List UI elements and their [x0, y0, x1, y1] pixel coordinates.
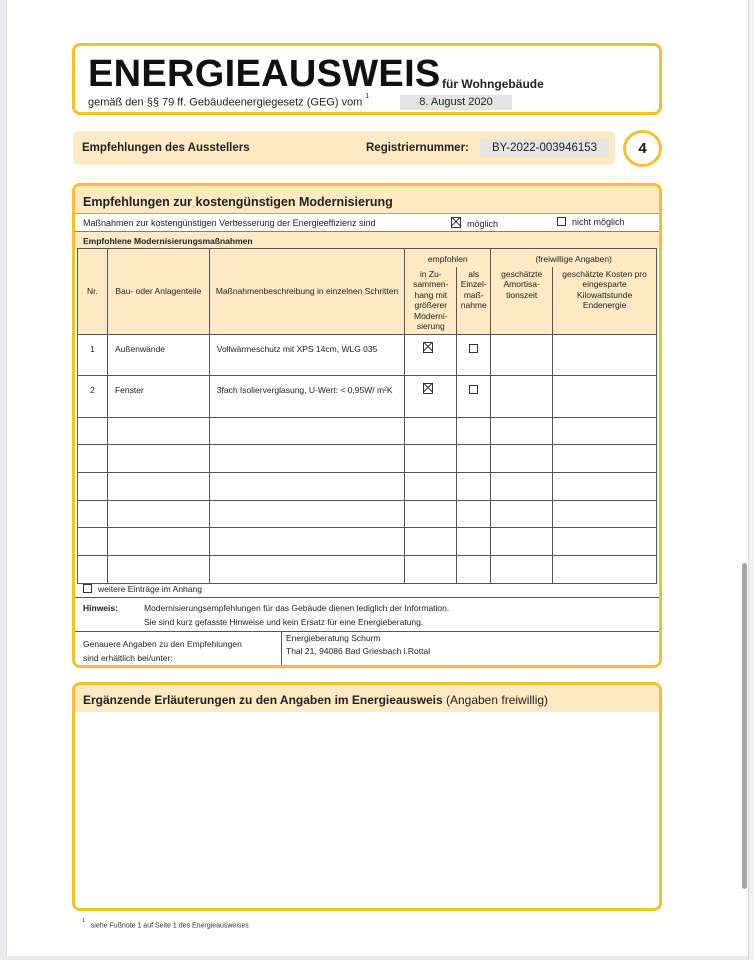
law-text: gemäß den §§ 79 ff. Gebäudeenergiegesetz (GEG) vom: [88, 96, 363, 109]
empty-cell: [107, 528, 209, 556]
empty-cell: [553, 445, 657, 473]
cell-single[interactable]: [457, 376, 491, 418]
empty-cell: [553, 528, 657, 556]
hint-line-2: Sie sind kurz gefasste Hinweise und kein Ersatz für eine Energieberatung.: [144, 617, 424, 627]
section-label: Empfehlungen des Ausstellers: [82, 142, 250, 154]
more-entries-option[interactable]: [83, 584, 202, 594]
empty-cell: [78, 528, 108, 556]
empty-cell: [553, 472, 657, 500]
table-row: [78, 334, 657, 376]
section-bar: [73, 131, 615, 165]
checkbox-unchecked-icon[interactable]: [469, 344, 478, 353]
registration-label: Registriernummer:: [366, 142, 469, 154]
cell-part: Fenster: [107, 376, 209, 418]
empty-cell: [78, 417, 108, 445]
scrollbar-track[interactable]: [748, 0, 754, 960]
cell-in-context[interactable]: [405, 376, 457, 418]
cell-nr: 1: [78, 334, 108, 376]
divider: [281, 632, 282, 668]
col-header-part: Bau- oder Anlagenteile: [107, 249, 209, 335]
footnote-text: siehe Fußnote 1 auf Seite 1 des Energieausweises: [90, 922, 249, 930]
document-subtitle: für Wohngebäude: [442, 77, 544, 91]
modernisation-section: [72, 183, 662, 668]
empty-cell: [553, 500, 657, 528]
checkbox-unchecked-icon[interactable]: [557, 217, 566, 226]
empty-cell: [209, 555, 405, 583]
empty-cell: [107, 445, 209, 473]
empty-cell: [107, 417, 209, 445]
empty-cell: [457, 500, 491, 528]
notes-heading-bar: [75, 685, 659, 712]
footnote-mark: 1: [365, 93, 370, 100]
empty-cell: [405, 528, 457, 556]
measures-table: [77, 248, 657, 584]
empty-cell: [491, 555, 553, 583]
cell-description: 3fach Isolierverglasung, U-Wert: < 0,95W/ m²K: [209, 376, 405, 418]
table-row-empty: [78, 500, 657, 528]
registration-number-field: BY-2022-003946153: [480, 139, 609, 157]
table-row-empty: [78, 528, 657, 556]
info-label-line-1: Genauere Angaben zu den Empfehlungen: [83, 639, 242, 649]
cell-description: Vollwärmeschutz mit XPS 14cm, WLG 035: [209, 334, 405, 376]
empty-cell: [209, 472, 405, 500]
certificate-header: [72, 43, 662, 115]
col-header-in-context: in Zu-sammen-hang mit größerer Moderni-sierung: [405, 267, 457, 335]
cell-nr: 2: [78, 376, 108, 418]
option-not-possible[interactable]: [557, 217, 625, 227]
cell-cost: [553, 376, 657, 418]
option-possible[interactable]: [451, 217, 498, 229]
table-row: [78, 376, 657, 418]
more-entries-label: weitere Einträge im Anhang: [98, 584, 202, 594]
checkbox-checked-icon[interactable]: [451, 217, 461, 228]
empty-cell: [553, 555, 657, 583]
empty-cell: [405, 500, 457, 528]
empty-cell: [78, 472, 108, 500]
empty-cell: [78, 555, 108, 583]
law-date-field: 8. August 2020: [400, 95, 512, 110]
table-row-empty: [78, 472, 657, 500]
col-header-cost: geschätzte Kosten pro eingesparte Kilowattstunde Endenergie: [553, 267, 657, 335]
table-header-row: [78, 249, 657, 267]
measures-possible-row: [75, 214, 659, 232]
empty-cell: [405, 445, 457, 473]
empty-cell: [107, 555, 209, 583]
page-number-badge: 4: [623, 130, 662, 167]
more-entries-row: [75, 581, 659, 598]
document-title: ENERGIEAUSWEIS: [88, 53, 441, 95]
contact-info-row: [75, 632, 659, 668]
col-header-payback: geschätzte Amortisa-tionszeit: [491, 267, 553, 335]
additional-notes-section: [72, 682, 662, 911]
modernisation-heading-bar: [75, 186, 659, 214]
empty-cell: [457, 445, 491, 473]
hint-row: [75, 598, 659, 632]
law-reference: [88, 93, 370, 109]
col-header-single: als Einzel-maß-nahme: [457, 267, 491, 335]
empty-cell: [209, 500, 405, 528]
empty-cell: [78, 500, 108, 528]
info-value-line-1: Energieberatung Schurm: [286, 633, 381, 643]
notes-heading-normal: (Angaben freiwillig): [445, 693, 549, 707]
cell-cost: [553, 334, 657, 376]
info-label-line-2: sind erhältlich bei/unter:: [83, 653, 173, 663]
empty-cell: [405, 472, 457, 500]
empty-cell: [405, 555, 457, 583]
footnote-mark: 1: [82, 918, 85, 924]
cell-payback: [491, 376, 553, 418]
col-header-recommended: empfohlen: [405, 249, 491, 267]
measures-text: Maßnahmen zur kostengünstigen Verbesserung der Energieeffizienz sind: [83, 218, 376, 228]
empty-cell: [491, 500, 553, 528]
empty-cell: [209, 528, 405, 556]
col-header-nr: Nr.: [78, 249, 108, 335]
empty-cell: [457, 472, 491, 500]
empty-cell: [107, 500, 209, 528]
table-row-empty: [78, 445, 657, 473]
empty-cell: [457, 417, 491, 445]
checkbox-unchecked-icon[interactable]: [469, 385, 478, 394]
checkbox-checked-icon[interactable]: [423, 383, 433, 394]
col-header-description: Maßnahmenbeschreibung in einzelnen Schritten: [209, 249, 405, 335]
hint-line-1: Modernisierungsempfehlungen für das Gebäude dienen lediglich der Information.: [144, 603, 450, 613]
recommended-heading: Empfohlene Modernisierungsmaßnahmen: [83, 236, 253, 246]
page-footnote: [82, 920, 249, 929]
col-header-optional: (freiwillige Angaben): [491, 249, 657, 267]
empty-cell: [457, 555, 491, 583]
recommended-heading-bar: [75, 232, 659, 249]
cell-single[interactable]: [457, 334, 491, 376]
checkbox-checked-icon[interactable]: [423, 342, 433, 353]
empty-cell: [209, 445, 405, 473]
table-row-empty: [78, 555, 657, 583]
info-value-line-2: Thal 21, 94086 Bad Griesbach i.Rottal: [286, 646, 431, 656]
notes-heading: [83, 693, 548, 707]
empty-cell: [78, 445, 108, 473]
cell-in-context[interactable]: [405, 334, 457, 376]
empty-cell: [491, 528, 553, 556]
scrollbar-thumb[interactable]: [742, 563, 747, 889]
notes-heading-bold: Ergänzende Erläuterungen zu den Angaben im Energieausweis: [83, 693, 443, 707]
option-not-possible-label: nicht möglich: [572, 217, 625, 227]
option-possible-label: möglich: [467, 219, 499, 229]
empty-cell: [457, 528, 491, 556]
empty-cell: [107, 472, 209, 500]
checkbox-unchecked-icon[interactable]: [83, 584, 92, 593]
cell-part: Außenwände: [107, 334, 209, 376]
cell-payback: [491, 334, 553, 376]
empty-cell: [491, 417, 553, 445]
modernisation-heading: Empfehlungen zur kostengünstigen Modernisierung: [83, 195, 393, 209]
hint-label: Hinweis:: [83, 603, 118, 613]
empty-cell: [553, 417, 657, 445]
empty-cell: [209, 417, 405, 445]
empty-cell: [491, 445, 553, 473]
empty-cell: [491, 472, 553, 500]
empty-cell: [405, 417, 457, 445]
table-row-empty: [78, 417, 657, 445]
